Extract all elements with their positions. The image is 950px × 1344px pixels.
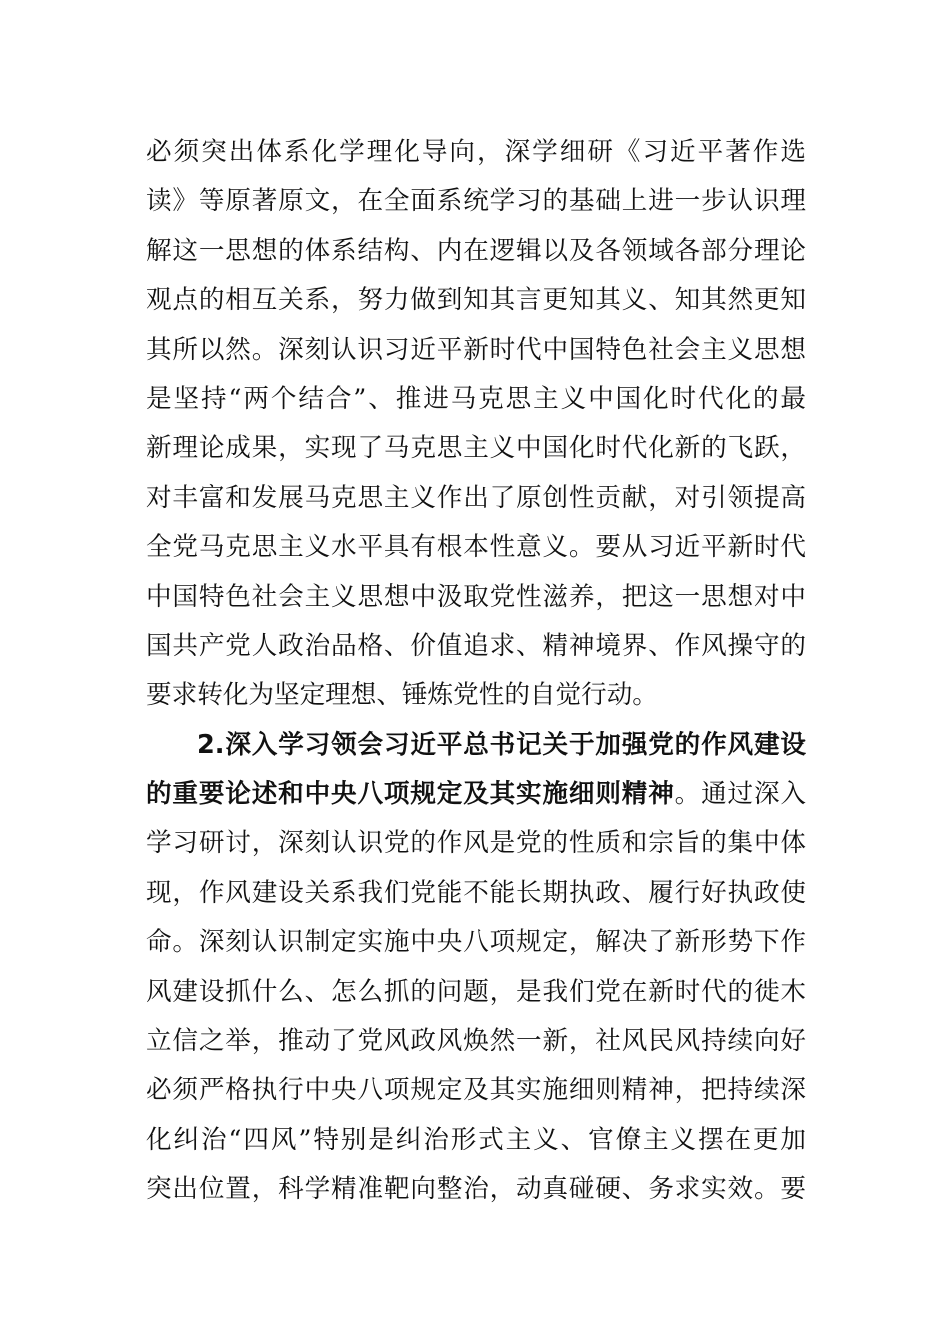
- text-line: 要求转化为坚定理想、锤炼党性的自觉行动。: [146, 680, 658, 711]
- text-line: 新理论成果，实现了马克思主义中国化时代化新的飞跃，: [146, 433, 806, 464]
- text-line: 读》等原著原文，在全面系统学习的基础上进一步认识理: [146, 186, 806, 217]
- text-line: 全党马克思主义水平具有根本性意义。要从习近平新时代: [146, 532, 806, 563]
- text-line: 其所以然。深刻认识习近平新时代中国特色社会主义思想: [146, 334, 806, 365]
- text-line: 风建设抓什么、怎么抓的问题，是我们党在新时代的徙木: [146, 976, 806, 1007]
- text-line: 对丰富和发展马克思主义作出了原创性贡献，对引领提高: [146, 482, 806, 513]
- text-line: 现，作风建设关系我们党能不能长期执政、履行好执政使: [146, 877, 806, 908]
- section-heading-line-mixed: [146, 770, 806, 819]
- text-line: 中国特色社会主义思想中汲取党性滋养，把这一思想对中: [146, 581, 806, 612]
- text-line: 解这一思想的体系结构、内在逻辑以及各领域各部分理论: [146, 235, 806, 266]
- text-line: 立信之举，推动了党风政风焕然一新，社风民风持续向好: [146, 1026, 806, 1057]
- section-heading-tail: 的重要论述和中央八项规定及其实施细则精神: [146, 779, 675, 810]
- text-line: 国共产党人政治品格、价值追求、精神境界、作风操守的: [146, 630, 806, 661]
- text-line: 必须严格执行中央八项规定及其实施细则精神，把持续深: [146, 1075, 806, 1106]
- text-line: 命。深刻认识制定实施中央八项规定，解决了新形势下作: [146, 927, 806, 958]
- text-line: 化纠治“四风”特别是纠治形式主义、官僚主义摆在更加: [146, 1124, 806, 1155]
- section-body-start: 。通过深入: [674, 779, 806, 810]
- section-heading-line: 2.深入学习领会习近平总书记关于加强党的作风建设: [197, 729, 806, 760]
- text-line: 学习研讨，深刻认识党的作风是党的性质和宗旨的集中体: [146, 828, 806, 859]
- document-body: [146, 128, 806, 1215]
- text-line: 观点的相互关系，努力做到知其言更知其义、知其然更知: [146, 285, 806, 316]
- text-line: 突出位置，科学精准靶向整治，动真碰硬、务求实效。要: [146, 1174, 806, 1205]
- text-line: 是坚持“两个结合”、推进马克思主义中国化时代化的最: [146, 383, 806, 414]
- text-line: 必须突出体系化学理化导向，深学细研《习近平著作选: [146, 137, 806, 167]
